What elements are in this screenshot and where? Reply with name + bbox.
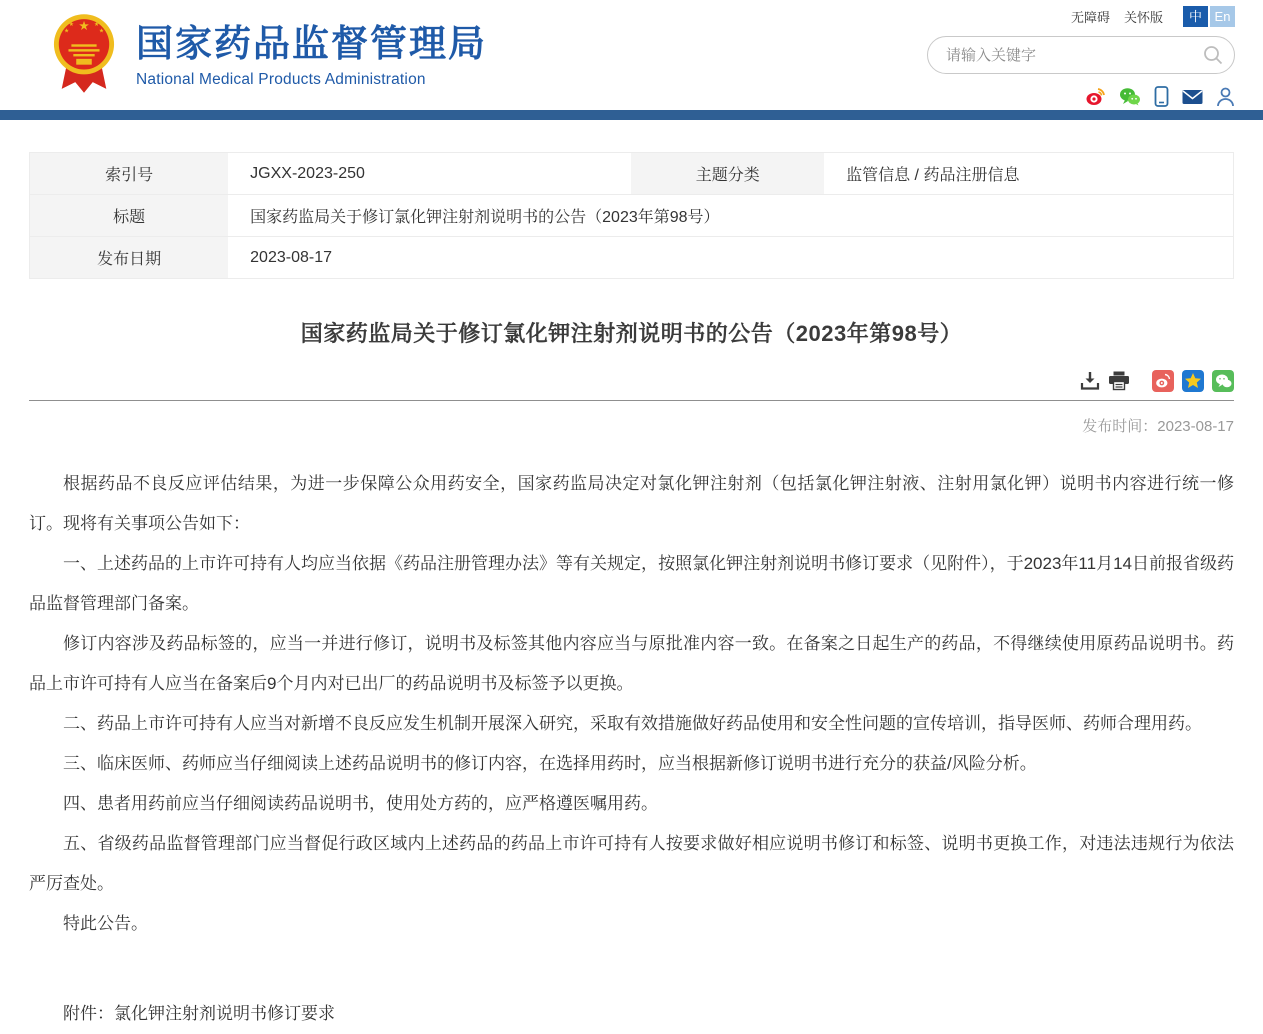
quick-icons	[1085, 86, 1235, 107]
accessibility-link[interactable]: 无障碍	[1070, 10, 1110, 25]
main-content	[29, 120, 1234, 1034]
svg-text:★: ★	[98, 28, 105, 35]
article-paragraph: 根据药品不良反应评估结果，为进一步保障公众用药安全，国家药监局决定对氯化钾注射剂（包括氯化钾注射液、注射用氯化钾）说明书内容进行统一修订。现将有关事项公告如下：	[29, 474, 1234, 533]
header-right	[923, 0, 1235, 107]
site-header	[0, 0, 1263, 110]
lang-chinese-button[interactable]: 中	[1183, 6, 1208, 27]
search-box	[927, 36, 1235, 74]
wechat-icon[interactable]	[1119, 86, 1141, 107]
share-qzone-icon[interactable]	[1182, 370, 1204, 392]
site-brand	[52, 8, 487, 105]
print-icon[interactable]	[1108, 371, 1130, 391]
title-divider	[29, 400, 1234, 401]
publish-date-value: 2023-08-17	[250, 248, 332, 266]
article-paragraph: 三、临床医师、药师应当仔细阅读上述药品说明书的修订内容，在选择用药时，应当根据新修订说明书进行充分的获益/风险分析。	[63, 754, 1037, 773]
article-body	[29, 464, 1234, 954]
article-paragraph: 特此公告。	[63, 914, 148, 933]
svg-text:★: ★	[78, 18, 90, 33]
site-title-cn: 国家药品监督管理局	[136, 23, 487, 65]
svg-text:★: ★	[94, 21, 100, 28]
nav-bar	[0, 110, 1263, 120]
mail-icon[interactable]	[1182, 89, 1203, 105]
publish-time: 发布时间：2023-08-17	[1082, 418, 1234, 435]
share-wechat-icon[interactable]	[1212, 370, 1234, 392]
index-number-value: JGXX-2023-250	[228, 153, 631, 195]
document-meta-table	[29, 152, 1234, 279]
language-switch	[1183, 6, 1235, 27]
page-title: 国家药监局关于修订氯化钾注射剂说明书的公告（2023年第98号）	[300, 321, 963, 346]
article-paragraph: 二、药品上市许可持有人应当对新增不良反应发生机制开展深入研究，采取有效措施做好药品使用和安全性问题的宣传培训，指导医师、药师合理用药。	[63, 714, 1202, 733]
table-row	[30, 153, 1234, 195]
table-row	[30, 237, 1234, 279]
publish-date-label: 发布日期	[30, 237, 229, 279]
user-icon[interactable]	[1216, 86, 1235, 107]
attachment-link[interactable]: 附件：氯化钾注射剂说明书修订要求	[63, 1004, 335, 1023]
topic-category-label: 主题分类	[631, 153, 824, 195]
share-weibo-icon[interactable]	[1152, 370, 1174, 392]
search-input[interactable]	[946, 37, 1186, 73]
title-value: 国家药监局关于修订氯化钾注射剂说明书的公告（2023年第98号）	[228, 195, 1233, 237]
lang-english-button[interactable]: En	[1210, 6, 1235, 27]
article-paragraph: 一、上述药品的上市许可持有人均应当依据《药品注册管理办法》等有关规定，按照氯化钾注射剂说明书修订要求（见附件），于2023年11月14日前报省级药品监督管理部门备案。	[29, 554, 1234, 613]
index-number-label: 索引号	[30, 153, 229, 195]
national-emblem-logo	[52, 8, 116, 105]
weibo-icon[interactable]	[1085, 86, 1106, 107]
topic-category-value: 监管信息 / 药品注册信息	[824, 153, 1233, 195]
svg-text:★: ★	[68, 21, 74, 28]
title-label: 标题	[30, 195, 229, 237]
article-action-row	[29, 370, 1234, 400]
table-row	[30, 195, 1234, 237]
care-version-link[interactable]: 关怀版	[1123, 10, 1163, 25]
article-paragraph: 修订内容涉及药品标签的，应当一并进行修订，说明书及标签其他内容应当与原批准内容一致。在备案之日起生产的药品，不得继续使用原药品说明书。药品上市许可持有人应当在备案后9个月内对已出厂的药品说明书及标签予以更换。	[29, 634, 1234, 693]
article-paragraph: 四、患者用药前应当仔细阅读药品说明书，使用处方药的，应严格遵医嘱用药。	[63, 794, 658, 813]
site-title-en: National Medical Products Administration	[136, 70, 426, 88]
article-paragraph: 五、省级药品监督管理部门应当督促行政区域内上述药品的药品上市许可持有人按要求做好相应说明书修订和标签、说明书更换工作，对违法违规行为依法严厉查处。	[29, 834, 1234, 893]
mobile-icon[interactable]	[1154, 86, 1169, 107]
svg-text:★: ★	[63, 28, 70, 35]
download-icon[interactable]	[1080, 371, 1100, 391]
top-links	[1071, 6, 1235, 27]
search-icon[interactable]	[1202, 44, 1224, 71]
